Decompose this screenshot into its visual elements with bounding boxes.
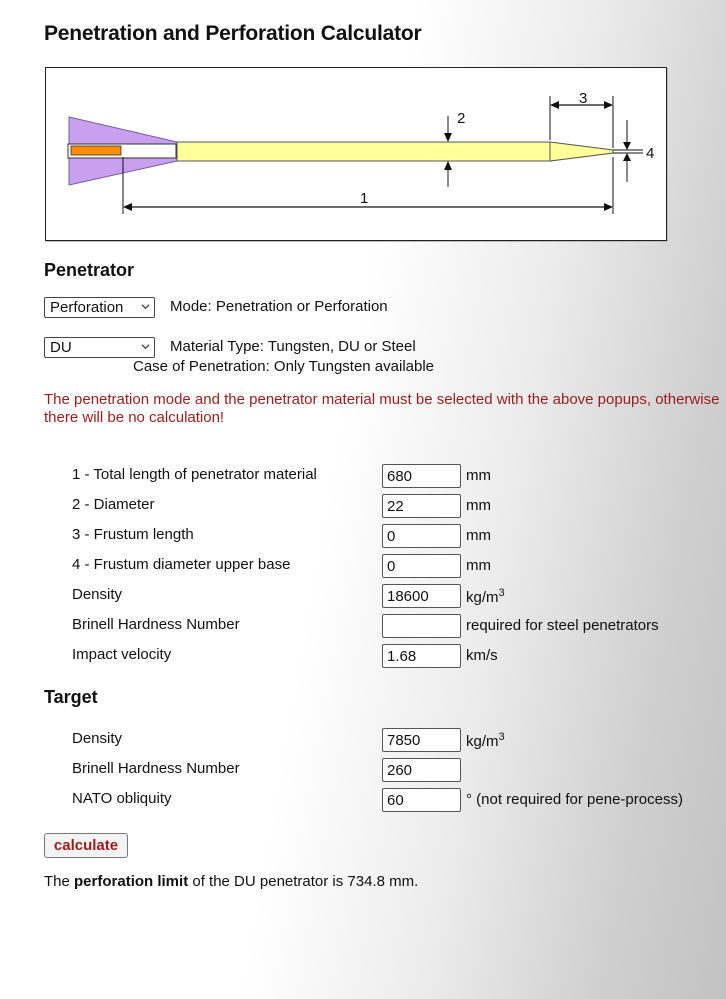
field-label-target-density: Density: [72, 730, 123, 747]
material-description: Material Type: Tungsten, DU or Steel: [170, 338, 416, 355]
field-label-penetrator-density: Density: [72, 586, 123, 603]
result-text: The perforation limit of the DU penetrator is 734.8 mm.: [44, 873, 419, 890]
mode-select[interactable]: [44, 297, 155, 318]
warning-line-2: there will be no calculation!: [44, 409, 225, 426]
result-emphasis: perforation limit: [74, 873, 189, 890]
penetrator-diagram-svg: [46, 68, 668, 242]
unit-penetrator-density: $kg/m^3$: [466, 587, 505, 606]
field-label-total-length: 1 - Total length of penetrator material: [72, 466, 317, 483]
penetrator-diagram: [45, 67, 667, 241]
mode-select-value: Perforation: [50, 299, 124, 316]
field-label-impact-velocity: Impact velocity: [72, 646, 172, 663]
field-label-frustum-diameter: 4 - Frustum diameter upper base: [72, 556, 291, 573]
page-title: Penetration and Perforation Calculator: [44, 22, 422, 45]
dimension-label-1: 1: [360, 190, 369, 207]
frustum-diameter-input[interactable]: [382, 554, 461, 578]
material-note: Case of Penetration: Only Tungsten available: [133, 358, 435, 375]
unit-nato-obliquity: ° (not required for pene-process): [466, 791, 683, 808]
field-label-frustum-length: 3 - Frustum length: [72, 526, 194, 543]
field-label-diameter: 2 - Diameter: [72, 496, 155, 513]
dimension-label-3: 3: [579, 90, 588, 107]
unit-frustum-length: mm: [466, 527, 491, 544]
dimension-label-2: 2: [457, 110, 466, 127]
impact-velocity-input[interactable]: [382, 644, 461, 668]
unit-penetrator-hardness: required for steel penetrators: [466, 617, 659, 634]
field-label-nato-obliquity: NATO obliquity: [72, 790, 172, 807]
unit-frustum-diameter: mm: [466, 557, 491, 574]
dimension-label-4: 4: [646, 145, 655, 162]
calculate-button[interactable]: calculate: [44, 833, 128, 858]
field-label-target-hardness: Brinell Hardness Number: [72, 760, 240, 777]
penetrator-rod: [177, 142, 550, 161]
chevron-down-icon: [141, 342, 150, 351]
target-density-input[interactable]: [382, 728, 461, 752]
warning-line-1: The penetration mode and the penetrator material must be selected with the above popups, otherwise: [44, 391, 720, 408]
material-select[interactable]: [44, 337, 155, 358]
penetrator-heading: Penetrator: [44, 260, 135, 280]
target-hardness-input[interactable]: [382, 758, 461, 782]
penetrator-hardness-input[interactable]: [382, 614, 461, 638]
penetrator-frustum: [550, 142, 613, 161]
penetrator-core: [71, 146, 121, 155]
unit-impact-velocity: km/s: [466, 647, 498, 664]
chevron-down-icon: [141, 302, 150, 311]
mode-description: Mode: Penetration or Perforation: [170, 298, 388, 315]
unit-diameter: mm: [466, 497, 491, 514]
total-length-input[interactable]: [382, 464, 461, 488]
diameter-input[interactable]: [382, 494, 461, 518]
frustum-length-input[interactable]: [382, 524, 461, 548]
unit-target-density: $kg/m^3$: [466, 731, 505, 750]
selection-warning: [44, 391, 726, 427]
target-heading: Target: [44, 687, 98, 707]
unit-total-length: mm: [466, 467, 491, 484]
penetrator-density-input[interactable]: [382, 584, 461, 608]
material-select-value: DU: [50, 339, 72, 356]
field-label-penetrator-hardness: Brinell Hardness Number: [72, 616, 240, 633]
nato-obliquity-input[interactable]: [382, 788, 461, 812]
